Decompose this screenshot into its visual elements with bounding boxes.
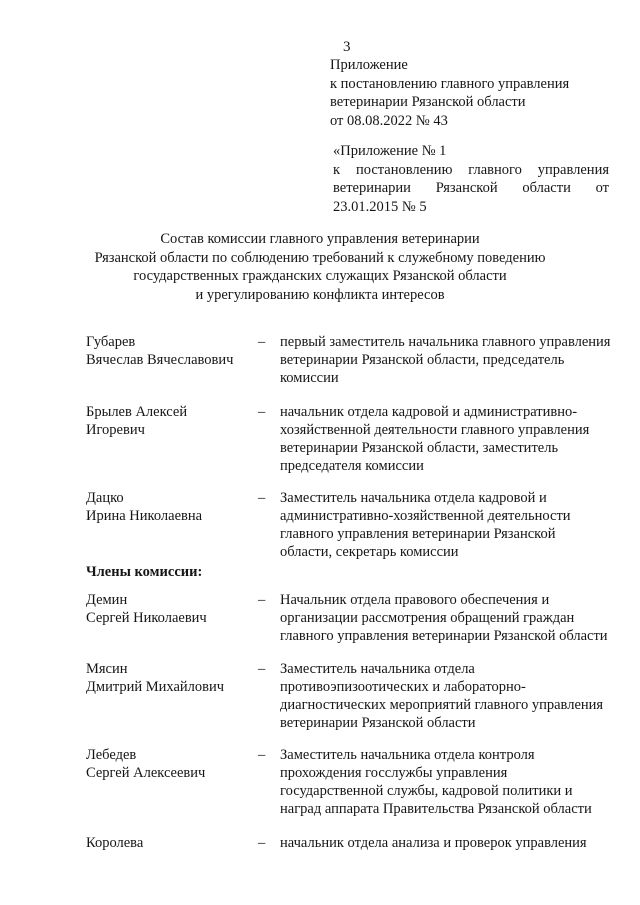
member-name bbox=[86, 746, 256, 782]
member-role bbox=[280, 403, 620, 475]
member-role bbox=[280, 746, 620, 818]
member-role-line: области, секретарь комиссии bbox=[280, 544, 459, 560]
member-name bbox=[86, 834, 256, 852]
page-number: 3 bbox=[343, 39, 351, 55]
appendix-line: к постановлению главного управления bbox=[330, 75, 570, 92]
dash-separator: – bbox=[258, 334, 266, 350]
member-role-line: начальник отдела кадровой и административно- bbox=[280, 404, 578, 420]
member-role-line: Заместитель начальника отдела кадровой и bbox=[280, 490, 547, 506]
appendix-line: Приложение bbox=[330, 57, 408, 73]
member-name-line: Мясин bbox=[86, 661, 128, 677]
member-role-line: Заместитель начальника отдела bbox=[280, 661, 475, 677]
member-role-line: главного управления ветеринарии Рязанской bbox=[280, 526, 556, 542]
member-name-line: Демин bbox=[86, 592, 128, 608]
dash-separator: – bbox=[258, 747, 266, 763]
member-role-line: прохождения госслужбы управления bbox=[280, 765, 508, 781]
member-role-line: противоэпизоотических и лабораторно- bbox=[280, 679, 526, 695]
dash-separator: – bbox=[258, 661, 266, 677]
member-name bbox=[86, 403, 256, 439]
member-role bbox=[280, 591, 620, 645]
prior-appendix-block bbox=[333, 142, 609, 216]
member-role-line: Начальник отдела правового обеспечения и bbox=[280, 592, 550, 608]
member-name-line: Игоревич bbox=[86, 422, 145, 438]
prior-appendix-line: ветеринарии Рязанской области от bbox=[333, 180, 609, 196]
title-line: Рязанской области по соблюдению требований к служебному поведению bbox=[94, 249, 546, 266]
member-name-line: Губарев bbox=[86, 334, 136, 350]
dash-separator: – bbox=[258, 592, 266, 608]
member-name-line: Вячеслав Вячеславович bbox=[86, 352, 234, 368]
member-name-line: Сергей Николаевич bbox=[86, 610, 207, 626]
member-role-line: ветеринарии Рязанской области, заместитель bbox=[280, 440, 559, 456]
member-name bbox=[86, 333, 256, 369]
member-name-line: Лебедев bbox=[86, 747, 137, 763]
member-name-line: Королева bbox=[86, 835, 144, 851]
member-role-line: административно-хозяйственной деятельности bbox=[280, 508, 571, 524]
member-name bbox=[86, 660, 256, 696]
member-role bbox=[280, 660, 620, 732]
member-name-line: Брылев Алексей bbox=[86, 404, 188, 420]
prior-appendix-line: 23.01.2015 № 5 bbox=[333, 198, 427, 215]
member-role-line: хозяйственной деятельности главного управления bbox=[280, 422, 590, 438]
dash-separator: – bbox=[258, 404, 266, 420]
member-name-line: Дмитрий Михайлович bbox=[86, 679, 225, 695]
member-role-line: ветеринарии Рязанской области, председатель bbox=[280, 352, 565, 368]
appendix-line: от 08.08.2022 № 43 bbox=[330, 112, 448, 129]
member-role-line: комиссии bbox=[280, 370, 339, 386]
title-line: Состав комиссии главного управления ветеринарии bbox=[160, 231, 480, 247]
member-role-line: Заместитель начальника отдела контроля bbox=[280, 747, 535, 763]
member-name bbox=[86, 591, 256, 627]
title-line: государственных гражданских служащих Рязанской области bbox=[133, 268, 507, 284]
members-heading: Члены комиссии: bbox=[86, 564, 203, 580]
dash-separator: – bbox=[258, 835, 266, 851]
dash-separator: – bbox=[258, 490, 266, 506]
member-name bbox=[86, 489, 256, 525]
member-name-line: Сергей Алексеевич bbox=[86, 765, 206, 781]
appendix-block bbox=[330, 56, 620, 130]
document-title bbox=[60, 230, 580, 304]
member-role bbox=[280, 333, 620, 387]
member-role bbox=[280, 489, 620, 561]
member-role-line: первый заместитель начальника главного управления bbox=[280, 334, 611, 350]
member-role-line: главного управления ветеринарии Рязанской области bbox=[280, 628, 608, 644]
member-role-line: ветеринарии Рязанской области bbox=[280, 715, 476, 731]
prior-appendix-line: «Приложение № 1 bbox=[333, 143, 447, 159]
title-line: и урегулированию конфликта интересов bbox=[195, 286, 445, 303]
prior-appendix-line: к постановлению главного управления bbox=[333, 161, 609, 178]
member-role bbox=[280, 834, 620, 852]
member-name-line: Ирина Николаевна bbox=[86, 508, 203, 524]
member-name-line: Дацко bbox=[86, 490, 124, 506]
appendix-line: ветеринарии Рязанской области bbox=[330, 94, 526, 110]
member-role-line: государственной службы, кадровой политики и bbox=[280, 783, 573, 799]
member-role-line: начальник отдела анализа и проверок управления bbox=[280, 835, 587, 851]
member-role-line: председателя комиссии bbox=[280, 458, 424, 474]
member-role-line: наград аппарата Правительства Рязанской области bbox=[280, 801, 592, 817]
member-role-line: организации рассмотрения обращений граждан bbox=[280, 610, 575, 626]
member-role-line: диагностических мероприятий главного управления bbox=[280, 697, 604, 713]
